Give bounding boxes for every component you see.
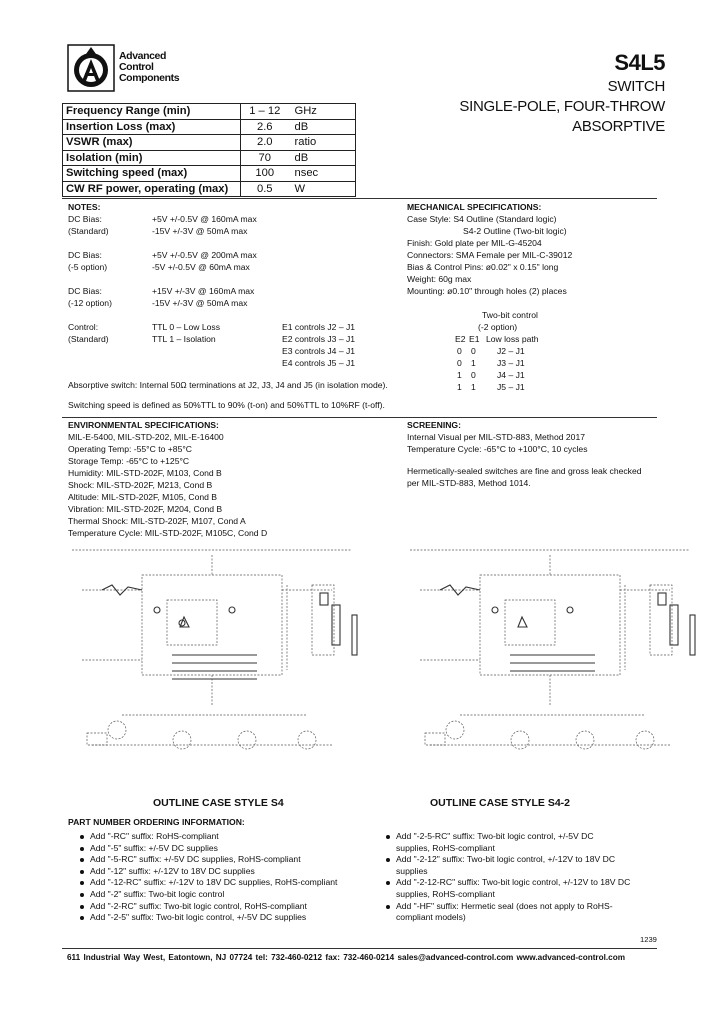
divider xyxy=(62,198,657,199)
bullet-icon xyxy=(80,847,84,851)
env-line: MIL-E-5400, MIL-STD-202, MIL-E-16400 xyxy=(68,432,224,442)
company-logo xyxy=(67,44,193,94)
two-bit-header-e2: E2 xyxy=(455,334,466,344)
pins: Bias & Control Pins: ø0.02" x 0.15" long xyxy=(407,262,559,272)
env-line: Operating Temp: -55°C to +85°C xyxy=(68,444,192,454)
two-bit-cell: 0 xyxy=(457,358,462,368)
product-type: SWITCH xyxy=(607,78,665,95)
mechanical-heading: MECHANICAL SPECIFICATIONS: xyxy=(407,202,542,212)
notes-heading: NOTES: xyxy=(68,202,101,212)
outline-title-s4-2: OUTLINE CASE STYLE S4-2 xyxy=(430,797,571,809)
list-item: Add "-RC" suffix: RoHS-compliant xyxy=(80,831,337,843)
dc-bias-negative: -5V +/-0.5V @ 60mA max xyxy=(152,262,250,272)
spec-table xyxy=(62,103,356,197)
bullet-icon xyxy=(80,870,84,874)
list-item: Add "-2" suffix: Two-bit logic control xyxy=(80,889,337,901)
bullet-icon xyxy=(80,905,84,909)
spec-value: 2.0 xyxy=(241,135,289,151)
two-bit-header-path: Low loss path xyxy=(486,334,539,344)
list-item: Add "-12-RC" suffix: +/-12V to 18V DC supplies, RoHS-compliant xyxy=(80,877,337,889)
control-mapping: E3 controls J4 – J1 xyxy=(282,346,356,356)
spec-param: Frequency Range (min) xyxy=(63,104,241,120)
dc-bias-negative: -15V +/-3V @ 50mA max xyxy=(152,226,248,236)
outline-drawing-s4 xyxy=(62,545,362,790)
env-line: Altitude: MIL-STD-202F, M105, Cond B xyxy=(68,492,218,502)
spec-param: CW RF power, operating (max) xyxy=(63,181,241,197)
ttl-low-loss: TTL 0 – Low Loss xyxy=(152,322,220,332)
spec-row xyxy=(63,166,356,182)
two-bit-cell: 1 xyxy=(457,370,462,380)
list-item: Add "-2-RC" suffix: Two-bit logic control, RoHS-compliant xyxy=(80,901,337,913)
spec-row xyxy=(63,135,356,151)
list-item: Add "-HF" suffix: Hermetic seal (does not apply to RoHS- compliant models) xyxy=(386,901,630,924)
divider xyxy=(62,417,657,418)
env-line: Temperature Cycle: MIL-STD-202F, M105C, Cond D xyxy=(68,528,268,538)
env-line: Humidity: MIL-STD-202F, M103, Cond B xyxy=(68,468,222,478)
spec-row xyxy=(63,150,356,166)
product-variant: ABSORPTIVE xyxy=(572,118,665,135)
control-label: Control: xyxy=(68,322,99,332)
bullet-icon xyxy=(80,881,84,885)
dc-bias-option: (-5 option) xyxy=(68,262,108,272)
spec-unit: dB xyxy=(289,119,356,135)
two-bit-header-e1: E1 xyxy=(469,334,480,344)
divider xyxy=(62,948,657,949)
env-line: Vibration: MIL-STD-202F, M204, Cond B xyxy=(68,504,223,514)
two-bit-cell: J3 – J1 xyxy=(497,358,525,368)
document-number: 1239 xyxy=(640,935,657,944)
spec-value: 0.5 xyxy=(241,181,289,197)
two-bit-title: Two-bit control xyxy=(482,310,538,320)
two-bit-cell: J2 – J1 xyxy=(497,346,525,356)
switching-note: Switching speed is defined as 50%TTL to 90% (t-on) and 50%TTL to 10%RF (t-off). xyxy=(68,400,385,410)
env-line: Storage Temp: -65°C to +125°C xyxy=(68,456,190,466)
spec-value: 2.6 xyxy=(241,119,289,135)
list-item: Add "-2-12-RC" suffix: Two-bit logic control, +/-12V to 18V DC supplies, RoHS-compliant xyxy=(386,877,630,900)
dc-bias-label: DC Bias: xyxy=(68,286,102,296)
spec-row xyxy=(63,181,356,197)
dc-bias-positive: +5V +/-0.5V @ 200mA max xyxy=(152,250,257,260)
logo-emblem-icon xyxy=(67,44,115,92)
ordering-list-left xyxy=(80,831,337,924)
two-bit-cell: J5 – J1 xyxy=(497,382,525,392)
finish: Finish: Gold plate per MIL-G-45204 xyxy=(407,238,542,248)
logo-text: Advanced Control Components xyxy=(119,50,180,84)
ordering-heading: PART NUMBER ORDERING INFORMATION: xyxy=(68,817,245,827)
list-item: Add "-5-RC" suffix: +/-5V DC supplies, RoHS-compliant xyxy=(80,854,337,866)
list-item: Add "-2-5-RC" suffix: Two-bit logic control, +/-5V DC supplies, RoHS-compliant xyxy=(386,831,630,854)
outline-title-s4: OUTLINE CASE STYLE S4 xyxy=(153,797,284,809)
case-style: Case Style: S4 Outline (Standard logic) xyxy=(407,214,557,224)
dc-bias-positive: +15V +/-3V @ 160mA max xyxy=(152,286,255,296)
bullet-icon xyxy=(386,881,390,885)
footer-contact: 611 Industrial Way West, Eatontown, NJ 07724 tel: 732-460-0212 fax: 732-460-0214 sales@advanced-control.com www.advanced-control.com xyxy=(67,953,625,962)
spec-row xyxy=(63,104,356,120)
ttl-isolation: TTL 1 – Isolation xyxy=(152,334,216,344)
spec-value: 1 – 12 xyxy=(241,104,289,120)
bullet-icon xyxy=(80,893,84,897)
spec-param: VSWR (max) xyxy=(63,135,241,151)
control-mapping: E2 controls J3 – J1 xyxy=(282,334,356,344)
spec-param: Switching speed (max) xyxy=(63,166,241,182)
outline-drawing-s4-2 xyxy=(400,545,700,790)
connectors: Connectors: SMA Female per MIL-C-39012 xyxy=(407,250,573,260)
spec-unit: GHz xyxy=(289,104,356,120)
list-item: Add "-2-12" suffix: Two-bit logic control, +/-12V to 18V DC supplies xyxy=(386,854,630,877)
mounting: Mounting: ø0.10" through holes (2) places xyxy=(407,286,567,296)
spec-value: 70 xyxy=(241,150,289,166)
bullet-icon xyxy=(80,858,84,862)
spec-unit: nsec xyxy=(289,166,356,182)
dc-bias-label: DC Bias: xyxy=(68,250,102,260)
two-bit-cell: 1 xyxy=(471,382,476,392)
hermetic-note-cont: per MIL-STD-883, Method 1014. xyxy=(407,478,531,488)
screening-line: Temperature Cycle: -65°C to +100°C, 10 cycles xyxy=(407,444,588,454)
env-line: Thermal Shock: MIL-STD-202F, M107, Cond A xyxy=(68,516,246,526)
env-line: Shock: MIL-STD-202F, M213, Cond B xyxy=(68,480,213,490)
dc-bias-option: (Standard) xyxy=(68,226,109,236)
spec-unit: W xyxy=(289,181,356,197)
bullet-icon xyxy=(386,858,390,862)
list-item: Add "-5" suffix: +/-5V DC supplies xyxy=(80,843,337,855)
two-bit-cell: 0 xyxy=(471,346,476,356)
absorptive-note: Absorptive switch: Internal 50Ω terminations at J2, J3, J4 and J5 (in isolation mode). xyxy=(68,380,388,390)
hermetic-note: Hermetically-sealed switches are fine and gross leak checked xyxy=(407,466,642,476)
two-bit-cell: 1 xyxy=(471,358,476,368)
list-item: Add "-2-5" suffix: Two-bit logic control, +/-5V DC supplies xyxy=(80,912,337,924)
environmental-heading: ENVIRONMENTAL SPECIFICATIONS: xyxy=(68,420,219,430)
control-option: (Standard) xyxy=(68,334,109,344)
dc-bias-label: DC Bias: xyxy=(68,214,102,224)
spec-param: Insertion Loss (max) xyxy=(63,119,241,135)
spec-value: 100 xyxy=(241,166,289,182)
case-style-alt: S4-2 Outline (Two-bit logic) xyxy=(463,226,567,236)
outline-s4-2-svg xyxy=(400,545,700,790)
list-item: Add "-12" suffix: +/-12V to 18V DC supplies xyxy=(80,866,337,878)
bullet-icon xyxy=(386,835,390,839)
control-mapping: E1 controls J2 – J1 xyxy=(282,322,356,332)
dc-bias-option: (-12 option) xyxy=(68,298,112,308)
two-bit-cell: J4 – J1 xyxy=(497,370,525,380)
outline-s4-svg xyxy=(62,545,362,790)
two-bit-option: (-2 option) xyxy=(478,322,518,332)
spec-row xyxy=(63,119,356,135)
two-bit-cell: 0 xyxy=(471,370,476,380)
bullet-icon xyxy=(80,835,84,839)
weight: Weight: 60g max xyxy=(407,274,472,284)
two-bit-cell: 0 xyxy=(457,346,462,356)
two-bit-cell: 1 xyxy=(457,382,462,392)
screening-heading: SCREENING: xyxy=(407,420,461,430)
dc-bias-negative: -15V +/-3V @ 50mA max xyxy=(152,298,248,308)
bullet-icon xyxy=(386,905,390,909)
ordering-list-right xyxy=(386,831,630,924)
spec-unit: ratio xyxy=(289,135,356,151)
product-config: SINGLE-POLE, FOUR-THROW xyxy=(459,98,665,115)
control-mapping: E4 controls J5 – J1 xyxy=(282,358,356,368)
part-number-title: S4L5 xyxy=(614,50,665,75)
bullet-icon xyxy=(80,916,84,920)
screening-line: Internal Visual per MIL-STD-883, Method 2017 xyxy=(407,432,586,442)
spec-param: Isolation (min) xyxy=(63,150,241,166)
spec-unit: dB xyxy=(289,150,356,166)
dc-bias-positive: +5V +/-0.5V @ 160mA max xyxy=(152,214,257,224)
